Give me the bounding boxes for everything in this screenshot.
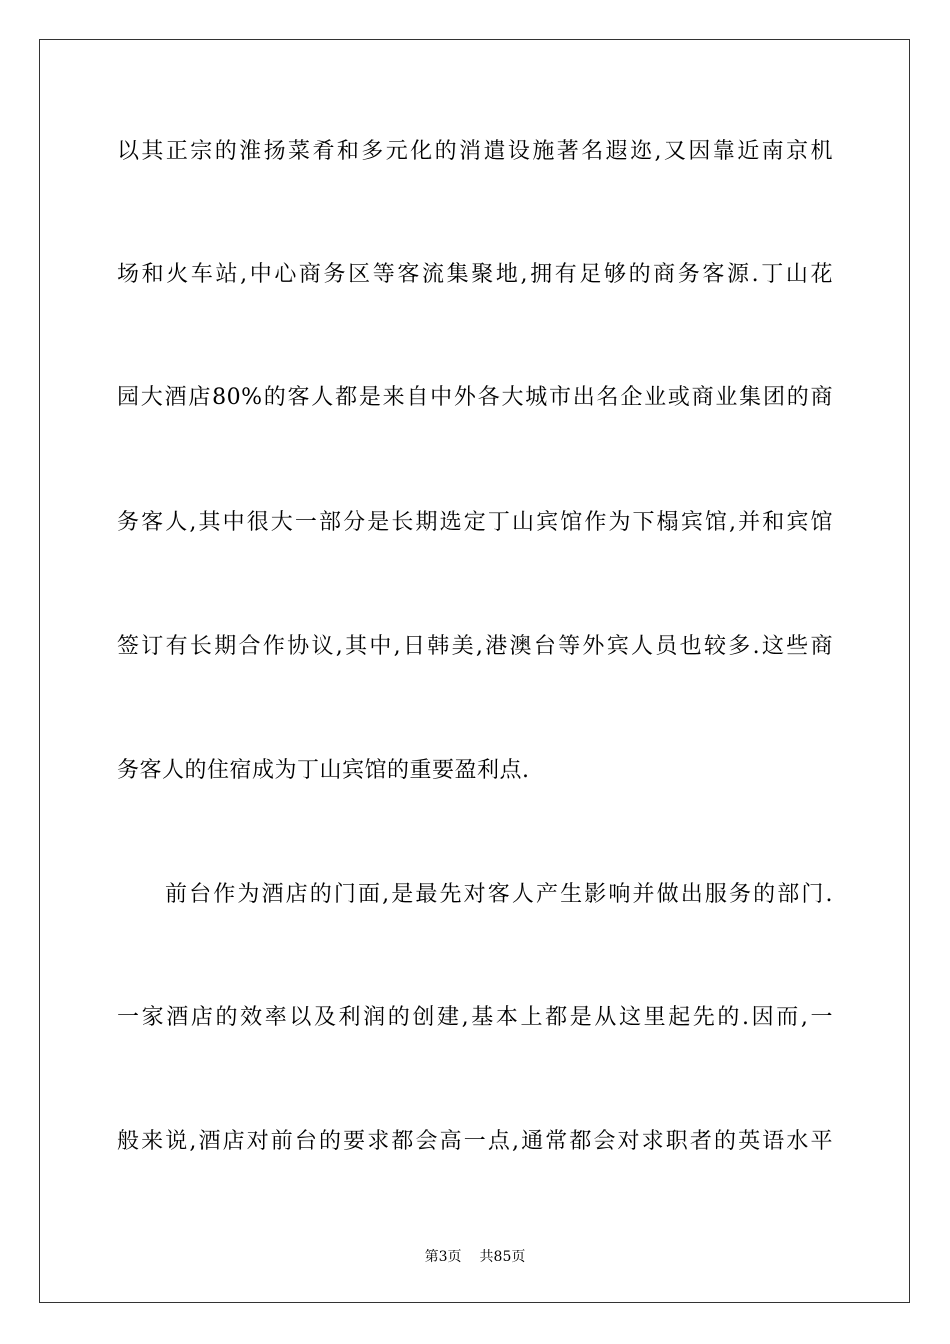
page-footer (0, 1248, 950, 1266)
page-total: 共85页 (479, 1249, 526, 1265)
body-text-line: 签订有长期合作协议,其中,日韩美,港澳台等外宾人员也较多.这些商 (117, 634, 833, 659)
body-text-line: 园大酒店80%的客人都是来自中外各大城市出名企业或商业集团的商 (117, 385, 833, 410)
paragraph-first-line: 前台作为酒店的门面,是最先对客人产生影响并做出服务的部门. (165, 882, 833, 907)
page-border (39, 39, 910, 1303)
body-text-line: 务客人,其中很大一部分是长期选定丁山宾馆作为下榻宾馆,并和宾馆 (117, 510, 833, 535)
body-text-line: 务客人的住宿成为丁山宾馆的重要盈利点. (117, 758, 530, 783)
body-text-line: 一家酒店的效率以及利润的创建,基本上都是从这里起先的.因而,一 (117, 1005, 833, 1030)
page-number: 第3页 (424, 1249, 462, 1265)
body-text-line: 以其正宗的淮扬菜肴和多元化的消遣设施著名遐迩,又因靠近南京机 (117, 139, 833, 164)
body-text-line: 般来说,酒店对前台的要求都会高一点,通常都会对求职者的英语水平 (117, 1129, 833, 1154)
body-text-line: 场和火车站,中心商务区等客流集聚地,拥有足够的商务客源.丁山花 (117, 262, 833, 287)
